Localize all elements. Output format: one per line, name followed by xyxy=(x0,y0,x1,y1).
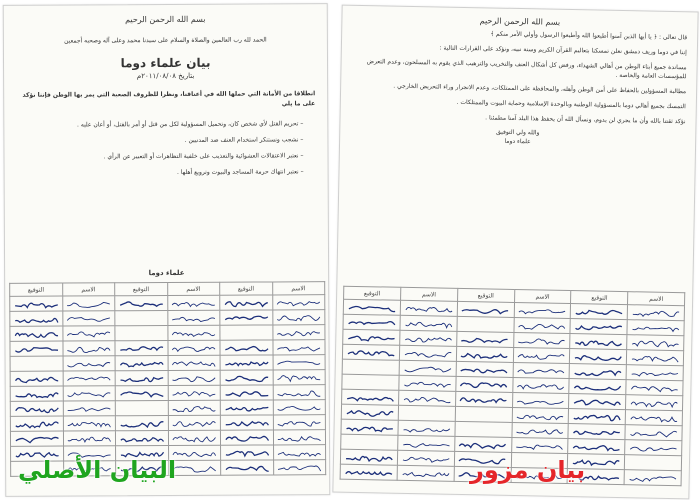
handwritten-signature xyxy=(224,463,270,473)
name-cell xyxy=(624,470,681,486)
handwritten-name xyxy=(515,426,565,437)
name-cell xyxy=(168,370,221,385)
handwritten-signature xyxy=(13,390,59,400)
signature-cell xyxy=(341,404,398,420)
column-header: الاسم xyxy=(514,289,571,303)
handwritten-signature xyxy=(13,375,59,385)
handwritten-signature xyxy=(223,403,269,413)
name-cell xyxy=(167,325,220,340)
intro-line: الحمد لله رب العالمين والصلاة والسلام على سيدنا محمد وعلى آله وصحبه أجمعين xyxy=(64,36,267,45)
signature-cell xyxy=(10,371,63,386)
handwritten-signature xyxy=(344,423,394,434)
handwritten-name xyxy=(171,389,217,399)
signature-cell xyxy=(570,319,627,335)
handwritten-signature xyxy=(573,337,623,348)
signature-cell xyxy=(10,431,63,446)
handwritten-signature xyxy=(223,298,269,308)
handwritten-signature xyxy=(459,380,509,391)
column-header: الاسم xyxy=(628,292,685,306)
handwritten-name xyxy=(170,329,216,339)
handwritten-signature xyxy=(13,300,59,310)
handwritten-signature xyxy=(572,397,622,408)
handwritten-signature xyxy=(343,468,393,479)
handwritten-signature xyxy=(119,434,165,444)
body-paragraph: نؤكد ثقتنا بالله وأن ما يجري لن يدوم، ونسأل الله أن يحفظ هذا البلد آمنا مطمئنا . xyxy=(485,114,686,126)
signature-cell xyxy=(340,449,397,465)
signature-cell xyxy=(454,436,511,452)
handwritten-name xyxy=(65,299,111,309)
handwritten-name xyxy=(170,299,216,309)
handwritten-name xyxy=(630,323,680,334)
handwritten-name xyxy=(402,379,452,390)
name-cell xyxy=(397,465,454,481)
name-cell xyxy=(273,415,326,430)
name-cell xyxy=(627,335,684,351)
handwritten-signature xyxy=(460,335,510,346)
handwritten-signature xyxy=(118,299,164,309)
name-cell xyxy=(625,425,682,441)
name-cell xyxy=(62,311,115,326)
bullet-item: – تحريم القتل لأي شخص كان، وتحميل المسؤولية لكل من قتل أو أمر بالقتل، أو أعان عليه . xyxy=(28,119,303,130)
handwritten-name xyxy=(403,349,453,360)
name-cell xyxy=(399,345,456,361)
handwritten-name xyxy=(276,463,322,473)
signature-cell xyxy=(342,359,399,375)
handwritten-name xyxy=(171,419,217,429)
name-cell xyxy=(62,326,115,341)
handwritten-name xyxy=(516,381,566,392)
signature-cell xyxy=(456,331,513,347)
signature-cell xyxy=(340,464,397,480)
name-cell xyxy=(626,380,683,396)
name-cell xyxy=(63,401,116,416)
name-cell xyxy=(273,370,326,385)
name-cell xyxy=(399,360,456,376)
handwritten-name xyxy=(276,433,322,443)
name-cell xyxy=(63,431,116,446)
handwritten-name xyxy=(401,439,451,450)
name-cell xyxy=(397,450,454,466)
handwritten-signature xyxy=(574,322,624,333)
signature-cell xyxy=(343,314,400,330)
signature-cell xyxy=(220,415,273,430)
name-cell xyxy=(626,365,683,381)
bullet-item: – نعتبر الاعتقالات العشوائية والتعذيب على خلفية التظاهرات أو التعبير عن الرأي . xyxy=(28,151,303,162)
body-paragraph: التمسك بجميع أهالي دوما بالمسؤولية الوطنية وبالوحدة الإسلامية وحماية البيوت والممتلكات . xyxy=(456,98,686,111)
handwritten-signature xyxy=(345,408,395,419)
handwritten-signature xyxy=(223,313,269,323)
column-header: الاسم xyxy=(167,282,220,295)
handwritten-name xyxy=(517,306,567,317)
handwritten-signature xyxy=(118,374,164,384)
handwritten-name xyxy=(631,308,681,319)
basmala-heading: بسم الله الرحمن الرحيم xyxy=(479,16,561,27)
signatories-title: علماء دوما xyxy=(504,137,531,146)
handwritten-name xyxy=(628,443,678,454)
name-cell xyxy=(513,347,570,363)
handwritten-signature xyxy=(345,393,395,404)
signature-cell xyxy=(456,361,513,377)
handwritten-name xyxy=(276,373,322,383)
handwritten-name xyxy=(171,464,217,474)
signature-cell xyxy=(457,301,514,317)
signature-cell xyxy=(341,434,398,450)
signature-cell xyxy=(115,370,168,385)
name-cell xyxy=(273,385,326,400)
column-header: التوقيع xyxy=(457,288,514,302)
name-cell xyxy=(625,455,682,471)
handwritten-signature xyxy=(14,435,60,445)
handwritten-signature xyxy=(13,315,59,325)
handwritten-name xyxy=(65,314,111,324)
name-cell xyxy=(167,340,220,355)
handwritten-signature xyxy=(224,448,270,458)
handwritten-name xyxy=(628,473,678,484)
handwritten-name xyxy=(171,359,217,369)
handwritten-name xyxy=(171,434,217,444)
handwritten-signature xyxy=(13,330,59,340)
signature-row xyxy=(10,340,325,357)
column-header: التوقيع xyxy=(571,291,628,305)
handwritten-signature xyxy=(346,318,396,329)
signature-cell xyxy=(343,299,400,315)
handwritten-name xyxy=(629,413,679,424)
name-cell xyxy=(63,386,116,401)
signature-row xyxy=(10,325,325,342)
handwritten-name xyxy=(403,334,453,345)
signature-cell xyxy=(220,340,273,355)
handwritten-signature xyxy=(223,388,269,398)
handwritten-signature xyxy=(458,440,508,451)
handwritten-signature xyxy=(346,348,396,359)
handwritten-name xyxy=(66,404,112,414)
signature-cell xyxy=(455,406,512,422)
name-cell xyxy=(627,320,684,336)
signature-table xyxy=(9,281,326,477)
body-paragraph: قال تعالى : ﴿ يا أيها الذين آمنوا أطيعوا الله وأطيعوا الرسول وأولي الأمر منكم ﴾ xyxy=(490,30,688,42)
signature-cell xyxy=(568,439,625,455)
signature-cell xyxy=(221,445,274,460)
signature-cell xyxy=(220,325,273,340)
signature-cell xyxy=(115,310,168,325)
signature-row xyxy=(10,295,325,312)
signature-row xyxy=(10,430,325,447)
handwritten-name xyxy=(276,358,322,368)
body-paragraph: مطالبة المسؤولين بالحفاظ على أمن الوطن وأهله، والمحافظة على الممتلكات، وعدم الانجرار وراء التحريض الخارجي . xyxy=(393,82,687,96)
signature-cell xyxy=(115,430,168,445)
name-cell xyxy=(273,400,326,415)
name-cell xyxy=(272,340,325,355)
handwritten-signature xyxy=(460,305,510,316)
name-cell xyxy=(626,395,683,411)
name-cell xyxy=(511,422,568,438)
name-cell xyxy=(63,371,116,386)
name-cell xyxy=(400,300,457,316)
handwritten-name xyxy=(514,441,564,452)
name-cell xyxy=(398,405,455,421)
handwritten-name xyxy=(276,448,322,458)
signature-cell xyxy=(568,424,625,440)
handwritten-name xyxy=(66,434,112,444)
handwritten-name xyxy=(517,336,567,347)
column-header: الاسم xyxy=(400,287,457,301)
signature-row xyxy=(10,400,325,417)
handwritten-name xyxy=(400,469,450,480)
signature-cell xyxy=(220,400,273,415)
handwritten-name xyxy=(516,351,566,362)
signature-cell xyxy=(115,385,168,400)
handwritten-signature xyxy=(223,358,269,368)
original-statement-document xyxy=(3,3,331,497)
name-cell xyxy=(167,295,220,310)
original-statement-label: البيان الأصلي xyxy=(18,456,177,484)
handwritten-name xyxy=(276,388,322,398)
handwritten-name xyxy=(629,383,679,394)
name-cell xyxy=(514,302,571,318)
handwritten-name xyxy=(630,353,680,364)
handwritten-name xyxy=(66,389,112,399)
name-cell xyxy=(168,400,221,415)
name-cell xyxy=(168,415,221,430)
handwritten-name xyxy=(65,329,111,339)
signatories-title: علماء دوما xyxy=(148,268,185,278)
name-cell xyxy=(398,420,455,436)
name-cell xyxy=(168,430,221,445)
signature-cell xyxy=(221,460,274,475)
bullet-item: – نعتبر انتهاك حرمة المساجد والبيوت وترويع أهلها . xyxy=(29,167,304,178)
body-paragraph: مساندة جميع أبناء الوطن من أهالي الشهداء، ورفض كل أشكال العنف والتخريب والترهيب الذي يقوم به المسلحون، وعدم التعرض للمؤسسات العامة والخاصة . xyxy=(366,58,687,81)
signature-cell xyxy=(220,295,273,310)
handwritten-name xyxy=(401,424,451,435)
forged-statement-document xyxy=(332,5,698,500)
handwritten-signature xyxy=(223,418,269,428)
handwritten-signature xyxy=(459,365,509,376)
name-cell xyxy=(273,445,326,460)
handwritten-name xyxy=(66,359,112,369)
name-cell xyxy=(398,390,455,406)
column-header: الاسم xyxy=(272,282,325,295)
handwritten-name xyxy=(171,344,217,354)
name-cell xyxy=(168,385,221,400)
handwritten-signature xyxy=(346,333,396,344)
signature-cell xyxy=(115,295,168,310)
signature-cell xyxy=(10,341,63,356)
handwritten-signature xyxy=(573,352,623,363)
handwritten-name xyxy=(275,328,321,338)
signature-cell xyxy=(115,400,168,415)
handwritten-name xyxy=(517,321,567,332)
handwritten-signature xyxy=(224,433,270,443)
name-cell xyxy=(273,460,326,475)
name-cell xyxy=(625,440,682,456)
name-cell xyxy=(272,295,325,310)
statement-title: بيان علماء دوما xyxy=(120,55,211,71)
signature-cell xyxy=(10,326,63,341)
handwritten-signature xyxy=(118,419,164,429)
basmala-heading: بسم الله الرحمن الرحيم xyxy=(125,14,206,25)
handwritten-signature xyxy=(347,303,397,314)
handwritten-name xyxy=(171,404,217,414)
handwritten-name xyxy=(66,344,112,354)
name-cell xyxy=(62,341,115,356)
signature-cell xyxy=(342,344,399,360)
signature-cell xyxy=(10,401,63,416)
handwritten-name xyxy=(275,313,321,323)
signature-cell xyxy=(343,329,400,345)
handwritten-signature xyxy=(344,453,394,464)
signature-row xyxy=(10,415,325,432)
signature-cell xyxy=(456,346,513,362)
name-cell xyxy=(62,296,115,311)
signature-cell xyxy=(569,409,626,425)
signature-cell xyxy=(10,386,63,401)
closing-line: والله ولي التوفيق xyxy=(496,128,540,137)
signature-cell xyxy=(457,316,514,332)
signature-cell xyxy=(115,340,168,355)
handwritten-signature xyxy=(572,427,622,438)
signature-cell xyxy=(455,421,512,437)
handwritten-name xyxy=(171,449,217,459)
name-cell xyxy=(273,430,326,445)
handwritten-signature xyxy=(118,359,164,369)
signature-cell xyxy=(456,376,513,392)
column-header: الاسم xyxy=(62,283,115,296)
signature-cell xyxy=(115,325,168,340)
signature-cell xyxy=(220,355,273,370)
handwritten-name xyxy=(630,338,680,349)
handwritten-name xyxy=(402,394,452,405)
name-cell xyxy=(627,350,684,366)
handwritten-signature xyxy=(459,350,509,361)
name-cell xyxy=(513,332,570,348)
column-header: التوقيع xyxy=(10,283,63,296)
column-header: التوقيع xyxy=(115,282,168,295)
signature-cell xyxy=(571,304,628,320)
handwritten-name xyxy=(275,298,321,308)
handwritten-signature xyxy=(572,382,622,393)
handwritten-signature xyxy=(573,367,623,378)
name-cell xyxy=(625,410,682,426)
signature-cell xyxy=(115,355,168,370)
body-paragraph: إننا في دوما وريف دمشق نعلن تمسكنا بتعاليم القرآن الكريم وسنة نبيه، ونؤكد على القرارات التالية : xyxy=(439,44,687,57)
handwritten-name xyxy=(402,364,452,375)
name-cell xyxy=(273,355,326,370)
statement-body xyxy=(351,27,688,126)
signature-cell xyxy=(569,379,626,395)
signature-cell xyxy=(455,391,512,407)
handwritten-signature xyxy=(571,442,621,453)
handwritten-name xyxy=(515,396,565,407)
handwritten-name xyxy=(401,454,451,465)
handwritten-name xyxy=(516,366,566,377)
handwritten-signature xyxy=(459,395,509,406)
handwritten-signature xyxy=(13,420,59,430)
signature-cell xyxy=(342,374,399,390)
handwritten-name xyxy=(630,368,680,379)
handwritten-name xyxy=(403,319,453,330)
bullet-item: – نشجب ونستنكر استخدام العنف ضد المدنيين . xyxy=(28,135,303,146)
forged-statement-label: بيان مزور xyxy=(470,456,586,484)
handwritten-signature xyxy=(572,412,622,423)
name-cell xyxy=(513,362,570,378)
signature-cell xyxy=(220,310,273,325)
signature-row xyxy=(10,370,325,387)
statement-date: بتاريخ ٢٠١١/٠٨/٠٨م xyxy=(136,71,195,81)
name-cell xyxy=(167,310,220,325)
name-cell xyxy=(512,377,569,393)
handwritten-signature xyxy=(118,389,164,399)
signature-cell xyxy=(220,370,273,385)
handwritten-name xyxy=(66,419,112,429)
handwritten-name xyxy=(66,374,112,384)
handwritten-signature xyxy=(223,343,269,353)
statement-bullets xyxy=(28,119,303,178)
signature-cell xyxy=(569,394,626,410)
handwritten-signature xyxy=(223,373,269,383)
handwritten-name xyxy=(276,418,322,428)
handwritten-signature xyxy=(13,405,59,415)
signature-cell xyxy=(220,385,273,400)
signature-cell xyxy=(341,419,398,435)
name-cell xyxy=(400,330,457,346)
handwritten-name xyxy=(628,428,678,439)
name-cell xyxy=(272,310,325,325)
handwritten-name xyxy=(276,403,322,413)
signature-cell xyxy=(342,389,399,405)
handwritten-name xyxy=(629,398,679,409)
name-cell xyxy=(399,375,456,391)
signature-row xyxy=(10,355,325,372)
signature-cell xyxy=(570,334,627,350)
handwritten-name xyxy=(515,411,565,422)
handwritten-signature xyxy=(118,344,164,354)
handwritten-signature xyxy=(13,345,59,355)
name-cell xyxy=(272,325,325,340)
name-cell xyxy=(168,355,221,370)
signature-cell xyxy=(10,311,63,326)
statement-paragraph: انطلاقا من الأمانة التي حملها الله في أعناقنا، ونظرا للظروف الصعبة التي يمر بها الوطن فإننا نؤكد على ما يلي xyxy=(22,90,316,108)
name-cell xyxy=(512,407,569,423)
name-cell xyxy=(513,317,570,333)
handwritten-signature xyxy=(574,307,624,318)
signature-cell xyxy=(10,296,63,311)
signature-cell xyxy=(10,416,63,431)
signature-cell xyxy=(115,415,168,430)
name-cell xyxy=(63,416,116,431)
column-header: التوقيع xyxy=(344,286,401,300)
name-cell xyxy=(627,305,684,321)
name-cell xyxy=(512,392,569,408)
column-header: التوقيع xyxy=(220,282,273,295)
signature-row xyxy=(10,310,325,327)
signature-cell xyxy=(570,349,627,365)
handwritten-name xyxy=(403,304,453,315)
signature-cell xyxy=(569,364,626,380)
signature-cell xyxy=(220,430,273,445)
handwritten-name xyxy=(170,314,216,324)
name-cell xyxy=(63,356,116,371)
name-cell xyxy=(400,315,457,331)
handwritten-name xyxy=(276,343,322,353)
signature-row xyxy=(10,385,325,402)
name-cell xyxy=(398,435,455,451)
signature-cell xyxy=(10,356,63,371)
handwritten-name xyxy=(171,374,217,384)
name-cell xyxy=(511,437,568,453)
